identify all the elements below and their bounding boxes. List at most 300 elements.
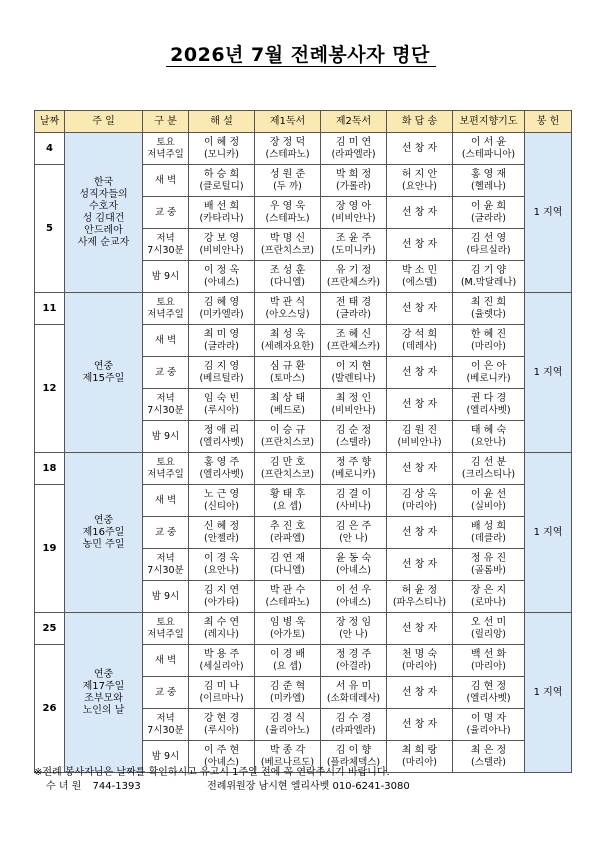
baptismal-name: (스테파노) [265, 148, 310, 160]
assignment-cell [453, 709, 525, 741]
volunteer-name: 박 명 신 [269, 232, 306, 244]
feast-cell [65, 133, 143, 293]
baptismal-name: (비비안나) [331, 212, 376, 224]
volunteer-name: 최 미 영 [203, 328, 240, 340]
volunteer-name: 추 진 호 [269, 520, 306, 532]
assignment-cell [189, 613, 255, 645]
assignment-cell [255, 421, 321, 453]
baptismal-name: (두 까) [273, 180, 302, 192]
feast-line: 안드레아 [84, 224, 123, 236]
offering-area-cell: 1 지역 [525, 613, 572, 773]
office-label: 수 녀 원 [46, 781, 82, 792]
volunteer-name: 이 경 옥 [203, 552, 240, 564]
header-cell: 해 설 [189, 111, 255, 133]
assignment-cell [453, 389, 525, 421]
volunteer-name: 선 창 자 [401, 718, 438, 730]
mass-type-cell [143, 517, 189, 549]
offering-area-cell: 1 지역 [525, 293, 572, 453]
assignment-cell [189, 165, 255, 197]
volunteer-name: 김 기 양 [470, 264, 507, 276]
volunteer-name: 강 보 영 [203, 232, 240, 244]
volunteer-name: 김 원 진 [401, 424, 438, 436]
header-cell: 봉 헌 [525, 111, 572, 133]
baptismal-name: (프란치스코) [260, 468, 315, 480]
mass-type-cell [143, 229, 189, 261]
baptismal-name: (아녜스) [204, 756, 239, 768]
volunteer-name: 김 상 옥 [401, 488, 438, 500]
assignment-cell [387, 133, 453, 165]
baptismal-name: (골롬바) [471, 564, 506, 576]
office-phone: 744-1393 [92, 781, 141, 792]
volunteer-name: 선 창 자 [401, 462, 438, 474]
baptismal-name: (글라라) [471, 212, 506, 224]
assignment-cell [321, 165, 387, 197]
volunteer-name: 박 용 주 [203, 648, 240, 660]
assignment-cell [189, 549, 255, 581]
assignment-cell [387, 357, 453, 389]
mass-type-cell [143, 325, 189, 357]
volunteer-name: 서 유 미 [335, 680, 372, 692]
volunteer-name: 장 정 덕 [269, 136, 306, 148]
baptismal-name: (프란치스코) [260, 436, 315, 448]
volunteer-name: 노 근 영 [203, 488, 240, 500]
feast-line: 연중 [93, 360, 114, 372]
assignment-cell [189, 517, 255, 549]
volunteer-name: 이 경 배 [269, 648, 306, 660]
table-row [35, 293, 572, 325]
mass-type-cell [143, 293, 189, 325]
assignment-cell [255, 645, 321, 677]
volunteer-name: 이 윤 선 [470, 488, 507, 500]
volunteer-name: 조 윤 주 [335, 232, 372, 244]
volunteer-name: 최 희 랑 [401, 744, 438, 756]
baptismal-name: (프란치스코) [260, 244, 315, 256]
header-cell: 주 일 [65, 111, 143, 133]
baptismal-name: (글라라) [204, 340, 239, 352]
volunteer-name: 신 혜 정 [203, 520, 240, 532]
assignment-cell [189, 389, 255, 421]
header-cell: 구 분 [143, 111, 189, 133]
baptismal-name: (아오스딩) [265, 308, 310, 320]
volunteer-name: 박 종 각 [269, 744, 306, 756]
baptismal-name: (요 셉) [273, 660, 302, 672]
assignment-cell [189, 133, 255, 165]
volunteer-name: 김 선 분 [470, 456, 507, 468]
baptismal-name: (요안나) [204, 564, 239, 576]
baptismal-name: (베드로) [270, 404, 305, 416]
baptismal-name: (라파엘라) [331, 148, 376, 160]
baptismal-name: (스텔라) [471, 756, 506, 768]
mass-type-cell [143, 133, 189, 165]
assignment-cell [189, 229, 255, 261]
offering-area-cell: 1 지역 [525, 133, 572, 293]
baptismal-name: (세실리아) [199, 660, 244, 672]
volunteer-name: 김 경 식 [269, 712, 306, 724]
table-row [35, 453, 572, 485]
volunteer-name: 박 희 정 [335, 168, 372, 180]
mass-type-line: 교 중 [154, 206, 177, 218]
feast-line: 사제 순교자 [77, 236, 130, 248]
baptismal-name: (아결라) [336, 660, 371, 672]
feast-line: 연중 [93, 668, 114, 680]
assignment-cell [453, 165, 525, 197]
assignment-cell [255, 709, 321, 741]
baptismal-name: (레지나) [204, 628, 239, 640]
page-title: 2026년 7월 전례봉사자 명단 [170, 44, 430, 66]
volunteer-name: 선 창 자 [401, 206, 438, 218]
assignment-cell [255, 389, 321, 421]
header-cell: 제2독서 [321, 111, 387, 133]
mass-type-line: 밤 9시 [151, 590, 180, 602]
volunteer-name: 최 은 정 [470, 744, 507, 756]
footer [34, 766, 410, 794]
assignment-cell [453, 197, 525, 229]
assignment-cell [453, 261, 525, 293]
baptismal-name: (베르나르도) [260, 756, 315, 768]
mass-type-cell [143, 709, 189, 741]
assignment-cell [255, 613, 321, 645]
assignment-cell [453, 549, 525, 581]
mass-type-line: 새 벽 [154, 174, 177, 186]
baptismal-name: (마리아) [402, 756, 437, 768]
volunteer-name: 전 태 경 [335, 296, 372, 308]
volunteer-name: 김 연 재 [269, 552, 306, 564]
volunteer-name: 임 숙 빈 [203, 392, 240, 404]
baptismal-name: (율렛다) [471, 308, 506, 320]
volunteer-name: 정 경 주 [335, 648, 372, 660]
baptismal-name: (라파엘) [270, 532, 305, 544]
volunteer-name: 강 현 경 [203, 712, 240, 724]
assignment-cell [387, 197, 453, 229]
baptismal-name: (세례자요한) [260, 340, 315, 352]
volunteer-name: 이 윤 희 [470, 200, 507, 212]
baptismal-name: (요안나) [402, 180, 437, 192]
feast-line: 한국 [93, 176, 114, 188]
baptismal-name: (아녜스) [336, 596, 371, 608]
baptismal-name: (마리아) [402, 500, 437, 512]
assignment-cell [387, 613, 453, 645]
assignment-cell [255, 549, 321, 581]
baptismal-name: (소화데레사) [326, 692, 381, 704]
baptismal-name: (아녜스) [204, 276, 239, 288]
date-cell: 12 [35, 325, 65, 453]
volunteer-name: 김 선 영 [470, 232, 507, 244]
baptismal-name: (클로틸디) [199, 180, 244, 192]
volunteer-name: 이 혜 정 [203, 136, 240, 148]
volunteer-name: 김 준 혁 [269, 680, 306, 692]
volunteer-name: 선 창 자 [401, 686, 438, 698]
volunteer-name: 박 소 민 [401, 264, 438, 276]
date-cell: 26 [35, 645, 65, 773]
volunteer-name: 김 지 연 [203, 584, 240, 596]
mass-type-line: 저녁주일 [147, 468, 184, 480]
baptismal-name: (헬레나) [471, 180, 506, 192]
volunteer-name: 윤 동 숙 [335, 552, 372, 564]
mass-type-line: 교 중 [154, 366, 177, 378]
volunteer-name: 조 혜 신 [335, 328, 372, 340]
date-cell: 25 [35, 613, 65, 645]
assignment-cell [321, 389, 387, 421]
assignment-cell [255, 293, 321, 325]
footer-contacts [34, 780, 410, 794]
assignment-cell [453, 325, 525, 357]
baptismal-name: (크리스티나) [461, 468, 516, 480]
assignment-cell [387, 645, 453, 677]
baptismal-name: (파우스티나) [392, 596, 447, 608]
assignment-cell [387, 581, 453, 613]
volunteer-name: 선 창 자 [401, 238, 438, 250]
assignment-cell [453, 517, 525, 549]
date-cell: 11 [35, 293, 65, 325]
mass-type-cell [143, 421, 189, 453]
baptismal-name: (미카엘) [270, 692, 305, 704]
feast-line: 성 김대건 [82, 212, 125, 224]
volunteer-name: 박 관 수 [269, 584, 306, 596]
assignment-cell [255, 325, 321, 357]
mass-type-cell [143, 165, 189, 197]
mass-type-cell [143, 197, 189, 229]
assignment-cell [387, 261, 453, 293]
baptismal-name: (릴리앙) [471, 628, 506, 640]
baptismal-name: (베로니카) [466, 372, 511, 384]
volunteer-name: 선 창 자 [401, 302, 438, 314]
baptismal-name: (베로니카) [331, 468, 376, 480]
volunteer-name: 선 창 자 [401, 526, 438, 538]
committee-contact: 전례위원장 남시현 엘리사벳 010-6241-3080 [207, 781, 410, 792]
baptismal-name: (마리아) [402, 660, 437, 672]
assignment-cell [453, 357, 525, 389]
feast-cell [65, 293, 143, 453]
mass-type-line: 토요 [156, 296, 175, 308]
volunteer-name: 이 서 윤 [470, 136, 507, 148]
baptismal-name: (타르실라) [466, 244, 511, 256]
assignment-cell [321, 293, 387, 325]
volunteer-name: 이 승 규 [269, 424, 306, 436]
volunteer-name: 조 성 훈 [269, 264, 306, 276]
baptismal-name: (에스텔) [402, 276, 437, 288]
baptismal-name: (엘리사벳) [466, 692, 511, 704]
mass-type-line: 토요 [156, 616, 175, 628]
mass-type-line: 저녁주일 [147, 148, 184, 160]
roster-table [34, 110, 572, 773]
baptismal-name: (데레사) [402, 340, 437, 352]
baptismal-name: (루시아) [204, 404, 239, 416]
assignment-cell [453, 229, 525, 261]
date-cell: 18 [35, 453, 65, 485]
baptismal-name: (미카엘라) [199, 308, 244, 320]
assignment-cell [255, 197, 321, 229]
baptismal-name: (아가토) [270, 628, 305, 640]
baptismal-name: (로마나) [471, 596, 506, 608]
baptismal-name: (프란체스카) [326, 276, 381, 288]
baptismal-name: (데클라) [471, 532, 506, 544]
feast-line: 수호자 [89, 200, 118, 212]
volunteer-name: 장 은 지 [470, 584, 507, 596]
assignment-cell [255, 677, 321, 709]
header-cell: 날짜 [35, 111, 65, 133]
baptismal-name: (발렌티나) [331, 372, 376, 384]
baptismal-name: (율리아나) [466, 724, 511, 736]
assignment-cell [189, 677, 255, 709]
assignment-cell [453, 485, 525, 517]
mass-type-cell [143, 453, 189, 485]
volunteer-name: 김 결 이 [335, 488, 372, 500]
assignment-cell [189, 421, 255, 453]
mass-type-line: 밤 9시 [151, 750, 180, 762]
mass-type-line: 새 벽 [154, 654, 177, 666]
baptismal-name: (엘리사벳) [466, 404, 511, 416]
volunteer-name: 심 규 환 [269, 360, 306, 372]
assignment-cell [321, 549, 387, 581]
baptismal-name: (비비안나) [397, 436, 442, 448]
baptismal-name: (이르마나) [199, 692, 244, 704]
assignment-cell [387, 453, 453, 485]
volunteer-name: 한 혜 진 [470, 328, 507, 340]
feast-line: 노인의 날 [82, 704, 125, 716]
volunteer-name: 강 석 희 [401, 328, 438, 340]
mass-type-line: 저녁 [156, 232, 175, 244]
assignment-cell [189, 293, 255, 325]
baptismal-name: (스테파니아) [461, 148, 516, 160]
mass-type-line: 저녁 [156, 712, 175, 724]
assignment-cell [453, 421, 525, 453]
baptismal-name: (다니엘) [270, 276, 305, 288]
assignment-cell [321, 645, 387, 677]
volunteer-name: 이 정 옥 [203, 264, 240, 276]
assignment-cell [387, 709, 453, 741]
baptismal-name: (비비안나) [331, 404, 376, 416]
assignment-cell [321, 613, 387, 645]
mass-type-cell [143, 581, 189, 613]
mass-type-cell [143, 485, 189, 517]
assignment-cell [189, 709, 255, 741]
assignment-cell [321, 453, 387, 485]
assignment-cell [189, 581, 255, 613]
volunteer-name: 김 이 향 [335, 744, 372, 756]
feast-line: 연중 [93, 514, 114, 526]
baptismal-name: (카타리나) [199, 212, 244, 224]
header-cell: 화 답 송 [387, 111, 453, 133]
baptismal-name: (루시아) [204, 724, 239, 736]
assignment-cell [321, 517, 387, 549]
baptismal-name: (비비안나) [199, 244, 244, 256]
volunteer-name: 이 은 아 [470, 360, 507, 372]
assignment-cell [255, 453, 321, 485]
volunteer-name: 홍 영 주 [203, 456, 240, 468]
baptismal-name: (가롤라) [336, 180, 371, 192]
assignment-cell [387, 421, 453, 453]
header-cell: 제1독서 [255, 111, 321, 133]
assignment-cell [387, 293, 453, 325]
assignment-cell [189, 453, 255, 485]
assignment-cell [321, 197, 387, 229]
volunteer-name: 김 순 정 [335, 424, 372, 436]
volunteer-name: 김 지 영 [203, 360, 240, 372]
baptismal-name: (아가타) [204, 596, 239, 608]
volunteer-name: 최 진 희 [470, 296, 507, 308]
volunteer-name: 천 명 숙 [401, 648, 438, 660]
roster-body [35, 133, 572, 773]
baptismal-name: (스테파노) [265, 596, 310, 608]
baptismal-name: (라파엘라) [331, 724, 376, 736]
assignment-cell [321, 709, 387, 741]
volunteer-name: 태 혜 숙 [470, 424, 507, 436]
assignment-cell [453, 677, 525, 709]
baptismal-name: (토마스) [270, 372, 305, 384]
volunteer-name: 김 수 경 [335, 712, 372, 724]
baptismal-name: (사비나) [336, 500, 371, 512]
volunteer-name: 권 다 경 [470, 392, 507, 404]
assignment-cell [453, 645, 525, 677]
mass-type-cell [143, 613, 189, 645]
baptismal-name: (모니카) [204, 148, 239, 160]
assignment-cell [255, 357, 321, 389]
volunteer-name: 정 유 진 [470, 552, 507, 564]
mass-type-cell [143, 549, 189, 581]
header-row [35, 111, 572, 133]
volunteer-name: 선 창 자 [401, 366, 438, 378]
mass-type-line: 새 벽 [154, 334, 177, 346]
mass-type-line: 7시30분 [147, 724, 184, 736]
baptismal-name: (안젤라) [204, 532, 239, 544]
assignment-cell [321, 421, 387, 453]
assignment-cell [321, 357, 387, 389]
feast-line: 제17주일 [82, 680, 125, 692]
assignment-cell [321, 325, 387, 357]
assignment-cell [189, 325, 255, 357]
mass-type-cell [143, 389, 189, 421]
assignment-cell [321, 677, 387, 709]
date-cell: 19 [35, 485, 65, 613]
baptismal-name: (엘리사벳) [199, 436, 244, 448]
baptismal-name: (안 나) [339, 628, 368, 640]
mass-type-line: 저녁주일 [147, 628, 184, 640]
baptismal-name: (마리아) [471, 340, 506, 352]
volunteer-name: 임 병 욱 [269, 616, 306, 628]
volunteer-name: 선 창 자 [401, 398, 438, 410]
volunteer-name: 정 애 리 [203, 424, 240, 436]
feast-line: 성직자들의 [79, 188, 128, 200]
assignment-cell [321, 485, 387, 517]
volunteer-name: 김 혜 영 [203, 296, 240, 308]
assignment-cell [255, 133, 321, 165]
volunteer-name: 김 은 주 [335, 520, 372, 532]
volunteer-name: 김 미 나 [203, 680, 240, 692]
baptismal-name: (플라체덱스) [326, 756, 381, 768]
volunteer-name: 선 창 자 [401, 622, 438, 634]
volunteer-name: 박 관 식 [269, 296, 306, 308]
assignment-cell [387, 165, 453, 197]
assignment-cell [453, 613, 525, 645]
mass-type-cell [143, 645, 189, 677]
assignment-cell [321, 229, 387, 261]
assignment-cell [189, 485, 255, 517]
assignment-cell [189, 645, 255, 677]
assignment-cell [453, 453, 525, 485]
assignment-cell [387, 229, 453, 261]
offering-area-cell: 1 지역 [525, 453, 572, 613]
mass-type-line: 저녁주일 [147, 308, 184, 320]
feast-cell [65, 613, 143, 773]
mass-type-cell [143, 357, 189, 389]
feast-line: 제16주일 [82, 526, 125, 538]
mass-type-line: 저녁 [156, 392, 175, 404]
volunteer-name: 김 미 연 [335, 136, 372, 148]
baptismal-name: (도미니카) [331, 244, 376, 256]
baptismal-name: (아녜스) [336, 564, 371, 576]
assignment-cell [255, 485, 321, 517]
volunteer-name: 최 정 인 [335, 392, 372, 404]
